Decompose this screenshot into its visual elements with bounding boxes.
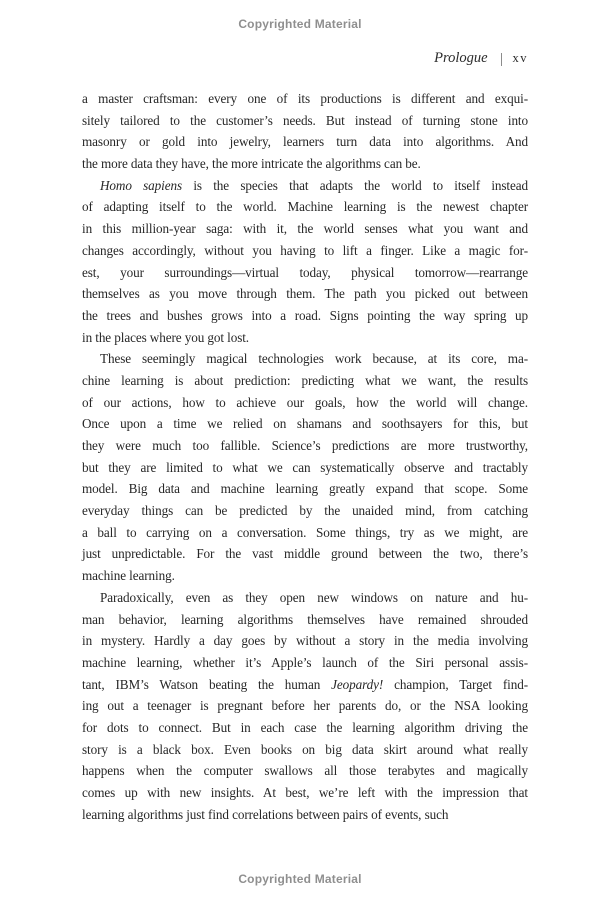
- text-line: [82, 435, 528, 457]
- text-run: comes up with new insights. At best, we’re left with the impression that: [82, 785, 528, 800]
- text-line: [82, 262, 528, 284]
- text-run: sitely tailored to the customer’s needs. But instead of turning stone into: [82, 112, 528, 128]
- text-line: [82, 522, 528, 544]
- text-line: [82, 88, 528, 110]
- text-line: [82, 543, 528, 565]
- text-run: in this million-year saga: with it, the world senses what you want and: [82, 221, 528, 237]
- text-line: [82, 565, 528, 587]
- text-line: [82, 782, 528, 804]
- running-head-separator: |: [499, 51, 503, 67]
- text-run: learning algorithms just find correlations between pairs of events, such: [82, 806, 449, 822]
- text-run: of adapting itself to the world. Machine learning is the newest chapter: [82, 199, 528, 215]
- chapter-title: Prologue: [434, 50, 488, 66]
- text-run: tant, IBM’s Watson beating the human: [82, 676, 332, 692]
- text-line: [82, 240, 528, 262]
- text-line: [82, 804, 528, 826]
- text-line: [82, 153, 528, 175]
- text-run: story is a black box. Even books on big data skirt around what really: [82, 741, 528, 757]
- text-line: [82, 392, 528, 414]
- text-run: man behavior, learning algorithms themselves have remained shrouded: [82, 611, 528, 627]
- text-line: [82, 348, 528, 370]
- text-line: [82, 283, 528, 305]
- text-run: champion, Target find-: [383, 676, 528, 692]
- text-line: [82, 609, 528, 631]
- text-run: machine learning.: [82, 568, 175, 584]
- text-line: [82, 218, 528, 240]
- text-run: in the places where you got lost.: [82, 329, 249, 345]
- copyright-bottom-notice: Copyrighted Material: [238, 872, 362, 886]
- text-line: [82, 717, 528, 739]
- text-run: ing out a teenager is pregnant before her parents do, or the NSA looking: [82, 698, 528, 714]
- text-run: chine learning is about prediction: predicting what we want, the results: [82, 372, 528, 388]
- text-run: everyday things can be predicted by the unaided mind, from catching: [82, 503, 528, 519]
- text-line: [82, 630, 528, 652]
- text-line: [82, 760, 528, 782]
- text-run: machine learning, whether it’s Apple’s launch of the Siri personal assis-: [82, 654, 528, 670]
- running-head: [82, 50, 528, 68]
- text-line: [82, 652, 528, 674]
- text-run: These seemingly magical technologies work because, at its core, ma-: [100, 351, 528, 367]
- text-line: [82, 175, 528, 197]
- text-run: they were much too fallible. Science’s predictions are more trustworthy,: [82, 438, 528, 453]
- text-run: a master craftsman: every one of its productions is different and exqui-: [82, 91, 528, 106]
- text-line: [82, 196, 528, 218]
- text-run: est, your surroundings—virtual today, physical tomorrow—rearrange: [82, 264, 528, 280]
- text-run: masonry or gold into jewelry, learners turn data into algorithms. And: [82, 134, 528, 150]
- text-run: a ball to carrying on a conversation. Some things, try as we might, are: [82, 524, 528, 540]
- text-line: [82, 478, 528, 500]
- copyright-top-notice: Copyrighted Material: [238, 17, 362, 31]
- text-line: [82, 587, 528, 609]
- text-line: [82, 370, 528, 392]
- text-line: [82, 131, 528, 153]
- text-line: [82, 413, 528, 435]
- text-run: the more data they have, the more intricate the algorithms can be.: [82, 156, 421, 172]
- text-line: [82, 305, 528, 327]
- page-number: xv: [512, 51, 528, 65]
- text-line: [82, 674, 528, 696]
- text-run: is the species that adapts the world to itself instead: [182, 177, 528, 193]
- text-run: model. Big data and machine learning greatly expand that scope. Some: [82, 481, 528, 497]
- text-run: in mystery. Hardly a day goes by without a story in the media involving: [82, 633, 528, 649]
- text-run: of our actions, how to achieve our goals, how the world will change.: [82, 394, 528, 410]
- text-line: [82, 500, 528, 522]
- page-body: [82, 88, 528, 825]
- text-line: [82, 327, 528, 349]
- text-run: the trees and bushes grows into a road. Signs pointing the way spring up: [82, 307, 528, 323]
- text-run: Paradoxically, even as they open new windows on nature and hu-: [100, 589, 528, 605]
- text-run: changes accordingly, without you having to lift a finger. Like a magic for-: [82, 242, 528, 258]
- text-run: just unpredictable. For the vast middle ground between the two, there’s: [82, 546, 528, 562]
- italic-text-run: Jeopardy!: [331, 676, 384, 692]
- italic-text-run: Homo sapiens: [100, 177, 183, 193]
- text-run: but they are limited to what we can systematically observe and tractably: [82, 459, 528, 475]
- text-run: for dots to connect. But in each case the learning algorithm driving the: [82, 719, 528, 735]
- text-run: happens when the computer swallows all those terabytes and magically: [82, 763, 528, 779]
- text-line: [82, 457, 528, 479]
- text-run: themselves as you move through them. The path you picked out between: [82, 286, 528, 302]
- text-line: [82, 110, 528, 132]
- text-line: [82, 739, 528, 761]
- text-run: Once upon a time we relied on shamans and soothsayers for this, but: [82, 416, 528, 432]
- text-line: [82, 695, 528, 717]
